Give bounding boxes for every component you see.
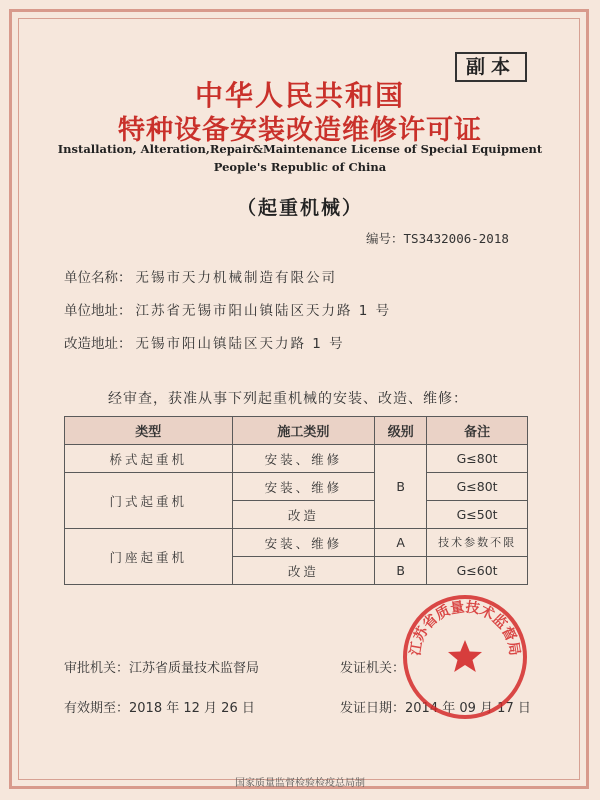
table-row [65, 445, 528, 473]
work-cell: 安装、维修 [232, 473, 375, 501]
type-cell: 门式起重机 [65, 473, 233, 529]
cert-number [366, 229, 509, 247]
type-cell: 桥式起重机 [65, 445, 233, 473]
table-row [65, 473, 528, 501]
seal-star-icon [448, 640, 482, 672]
issuer-label: 发证机关： [340, 661, 406, 676]
title-country: 中华人民共和国 [194, 79, 405, 112]
header-note: 备注 [427, 417, 528, 445]
type-cell: 门座起重机 [65, 529, 233, 585]
seal-text: 江苏省质量技术监督局 [407, 599, 523, 657]
note-cell: G≤80t [427, 473, 528, 501]
note-cell: G≤80t [427, 445, 528, 473]
approval-org: 江苏省质量技术监督局 [129, 661, 260, 676]
header-type: 类型 [65, 417, 233, 445]
approval-label: 审批机关： [64, 661, 130, 676]
note-cell: G≤60t [427, 557, 528, 585]
grade-cell: B [375, 557, 427, 585]
issuer [340, 657, 405, 676]
cert-number-label: 编号： [366, 231, 404, 246]
grade-cell: A [375, 529, 427, 557]
table-header-row [65, 417, 528, 445]
title-english-line1: Installation, Alteration,Repair&Maintenance License of Special Equipment [57, 142, 543, 156]
cert-number-value: TS3432006-2018 [403, 231, 509, 246]
work-cell: 改造 [232, 501, 375, 529]
site-address-value: 无锡市阳山镇陆区天力路 1 号 [135, 336, 345, 352]
work-cell: 改造 [232, 557, 375, 585]
header-work-category: 施工类别 [232, 417, 375, 445]
scope-intro: 经审查，获准从事下列起重机械的安装、改造、维修： [108, 391, 468, 407]
table-row [65, 529, 528, 557]
unit-name-value: 无锡市天力机械制造有限公司 [135, 270, 337, 286]
validity-date: 2018 年 12 月 26 日 [129, 701, 255, 716]
footer-issuer: 国家质量监督检验检疫总局制 [235, 778, 365, 789]
approval-authority [64, 657, 259, 676]
unit-address-value: 江苏省无锡市阳山镇陆区天力路 1 号 [135, 303, 392, 319]
unit-address-field [64, 299, 391, 319]
grade-cell: B [375, 445, 427, 529]
copy-mark-stamp: 副本 [455, 52, 527, 82]
official-seal [400, 592, 530, 722]
site-address-label: 改造地址： [64, 336, 132, 352]
validity [64, 697, 255, 716]
unit-name-field [64, 266, 337, 286]
title-english-line2: People's Republic of China [213, 160, 387, 174]
note-cell: G≤50t [427, 501, 528, 529]
unit-address-label: 单位地址： [64, 303, 132, 319]
work-cell: 安装、维修 [232, 445, 375, 473]
issue-date-label: 发证日期： [340, 701, 406, 716]
scope-table [64, 416, 528, 585]
equipment-category: （起重机械） [236, 197, 363, 219]
issue-date-value: 2014 年 09 月 17 日 [405, 701, 531, 716]
site-address-field [64, 332, 345, 352]
unit-name-label: 单位名称： [64, 270, 132, 286]
validity-label: 有效期至： [64, 701, 130, 716]
note-cell: 技术参数不限 [427, 529, 528, 557]
header-grade: 级别 [375, 417, 427, 445]
title-license: 特种设备安装改造维修许可证 [118, 115, 482, 146]
work-cell: 安装、维修 [232, 529, 375, 557]
